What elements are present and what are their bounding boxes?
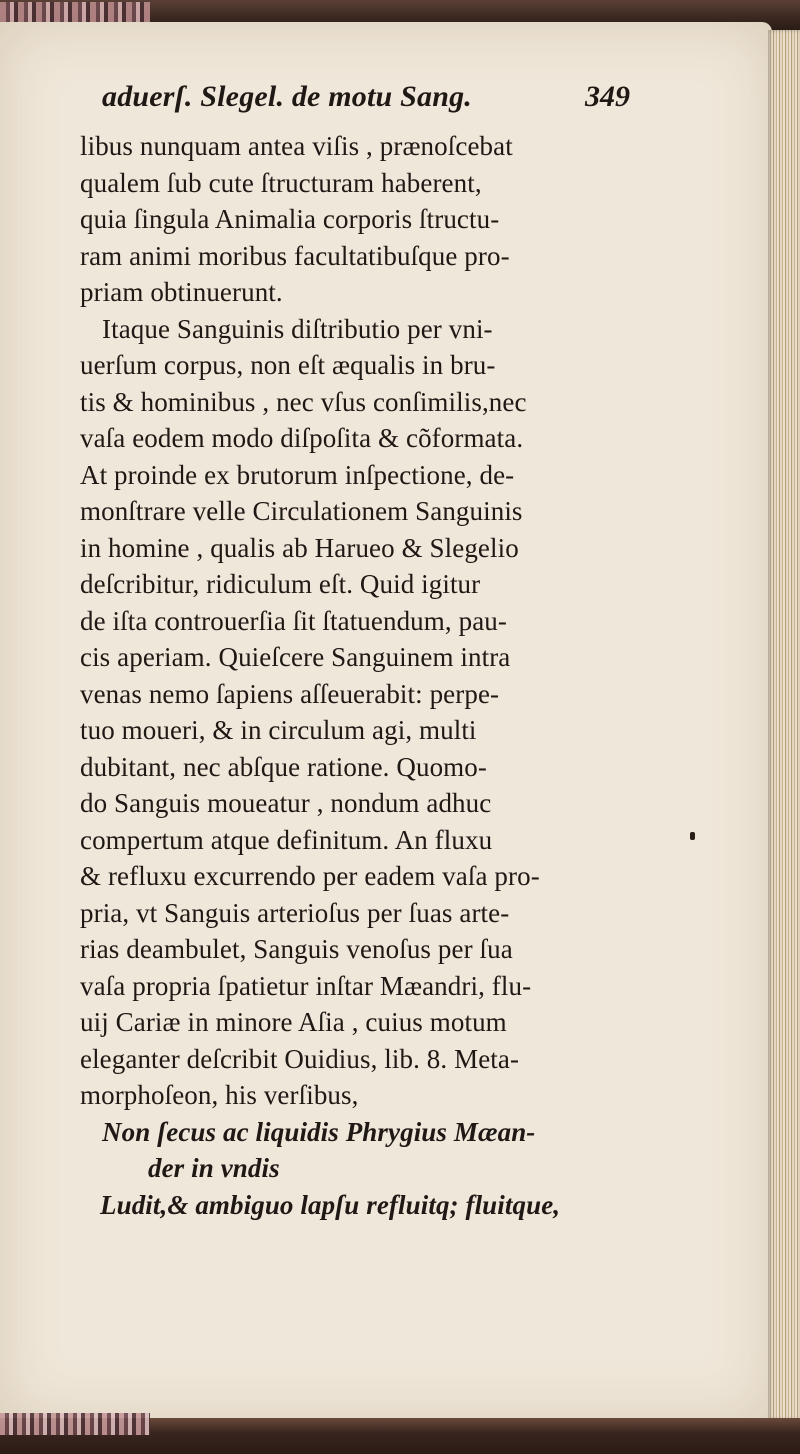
- text-line: At proinde ex brutorum inſpectione, de-: [80, 459, 515, 490]
- page-edges: [768, 30, 800, 1420]
- text-line: cis aperiam. Quieſcere Sanguinem intra: [80, 642, 511, 672]
- verse-line: Non ſecus ac liquidis Phrygius Mæan-: [102, 1116, 536, 1147]
- verse-line: Ludit,& ambiguo lapſu refluitq; fluitque,: [100, 1189, 561, 1220]
- text-line: monſtrare velle Circulationem Sanguinis: [80, 496, 523, 526]
- text-line: morphoſeon, his verſibus,: [80, 1080, 359, 1110]
- paragraph-start-line: Itaque Sanguinis diſtributio per vni-: [102, 313, 493, 344]
- bookmark-tassel-bottom: [0, 1413, 150, 1435]
- text-line: tis & hominibus , nec vſus conſimilis,nec: [80, 386, 527, 417]
- verse-line: der in vndis: [148, 1153, 280, 1183]
- text-line: rias deambulet, Sanguis venoſus per ſua: [80, 934, 513, 964]
- running-title: aduerſ. Slegel. de motu Sang.: [102, 80, 472, 113]
- text-line: vaſa eodem modo diſpoſita & cõformata.: [80, 423, 524, 453]
- text-line: pria, vt Sanguis arterioſus per ſuas arte-: [80, 897, 510, 928]
- text-line: in homine , qualis ab Harueo & Slegelio: [80, 532, 519, 563]
- text-line: ram animi moribus facultatibuſque pro-: [80, 240, 510, 271]
- text-line: quia ſingula Animalia corporis ſtructu-: [80, 204, 500, 234]
- text-line: libus nunquam antea viſis , prænoſcebat: [80, 131, 513, 161]
- text-line: tuo moueri, & in circulum agi, multi: [80, 715, 477, 745]
- text-line: & refluxu excurrendo per eadem vaſa pro-: [80, 861, 540, 891]
- text-line: compertum atque definitum. An fluxu: [80, 824, 493, 855]
- bookmark-tassel-top: [0, 2, 150, 22]
- ink-speck: [690, 832, 695, 840]
- page-text: [80, 80, 640, 1223]
- text-line: venas nemo ſapiens aſſeuerabit: perpe-: [80, 678, 500, 709]
- text-line: deſcribitur, ridiculum eſt. Quid igitur: [80, 569, 481, 599]
- text-line: qualem ſub cute ſtructuram haberent,: [80, 167, 482, 198]
- text-line: priam obtinuerunt.: [80, 277, 283, 307]
- text-line: uij Cariæ in minore Aſia , cuius motum: [80, 1007, 507, 1037]
- text-line: uerſum corpus, non eſt æqualis in bru-: [80, 350, 496, 380]
- text-line: vaſa propria ſpatietur inſtar Mæandri, flu-: [80, 970, 532, 1001]
- text-line: dubitant, nec abſque ratione. Quomo-: [80, 751, 487, 782]
- running-head: [80, 80, 640, 128]
- text-line: eleganter deſcribit Ouidius, lib. 8. Meta-: [80, 1043, 520, 1074]
- text-line: de iſta controuerſia ſit ſtatuendum, pau-: [80, 605, 507, 636]
- page-number: 349: [585, 80, 630, 113]
- text-line: do Sanguis moueatur , nondum adhuc: [80, 788, 492, 818]
